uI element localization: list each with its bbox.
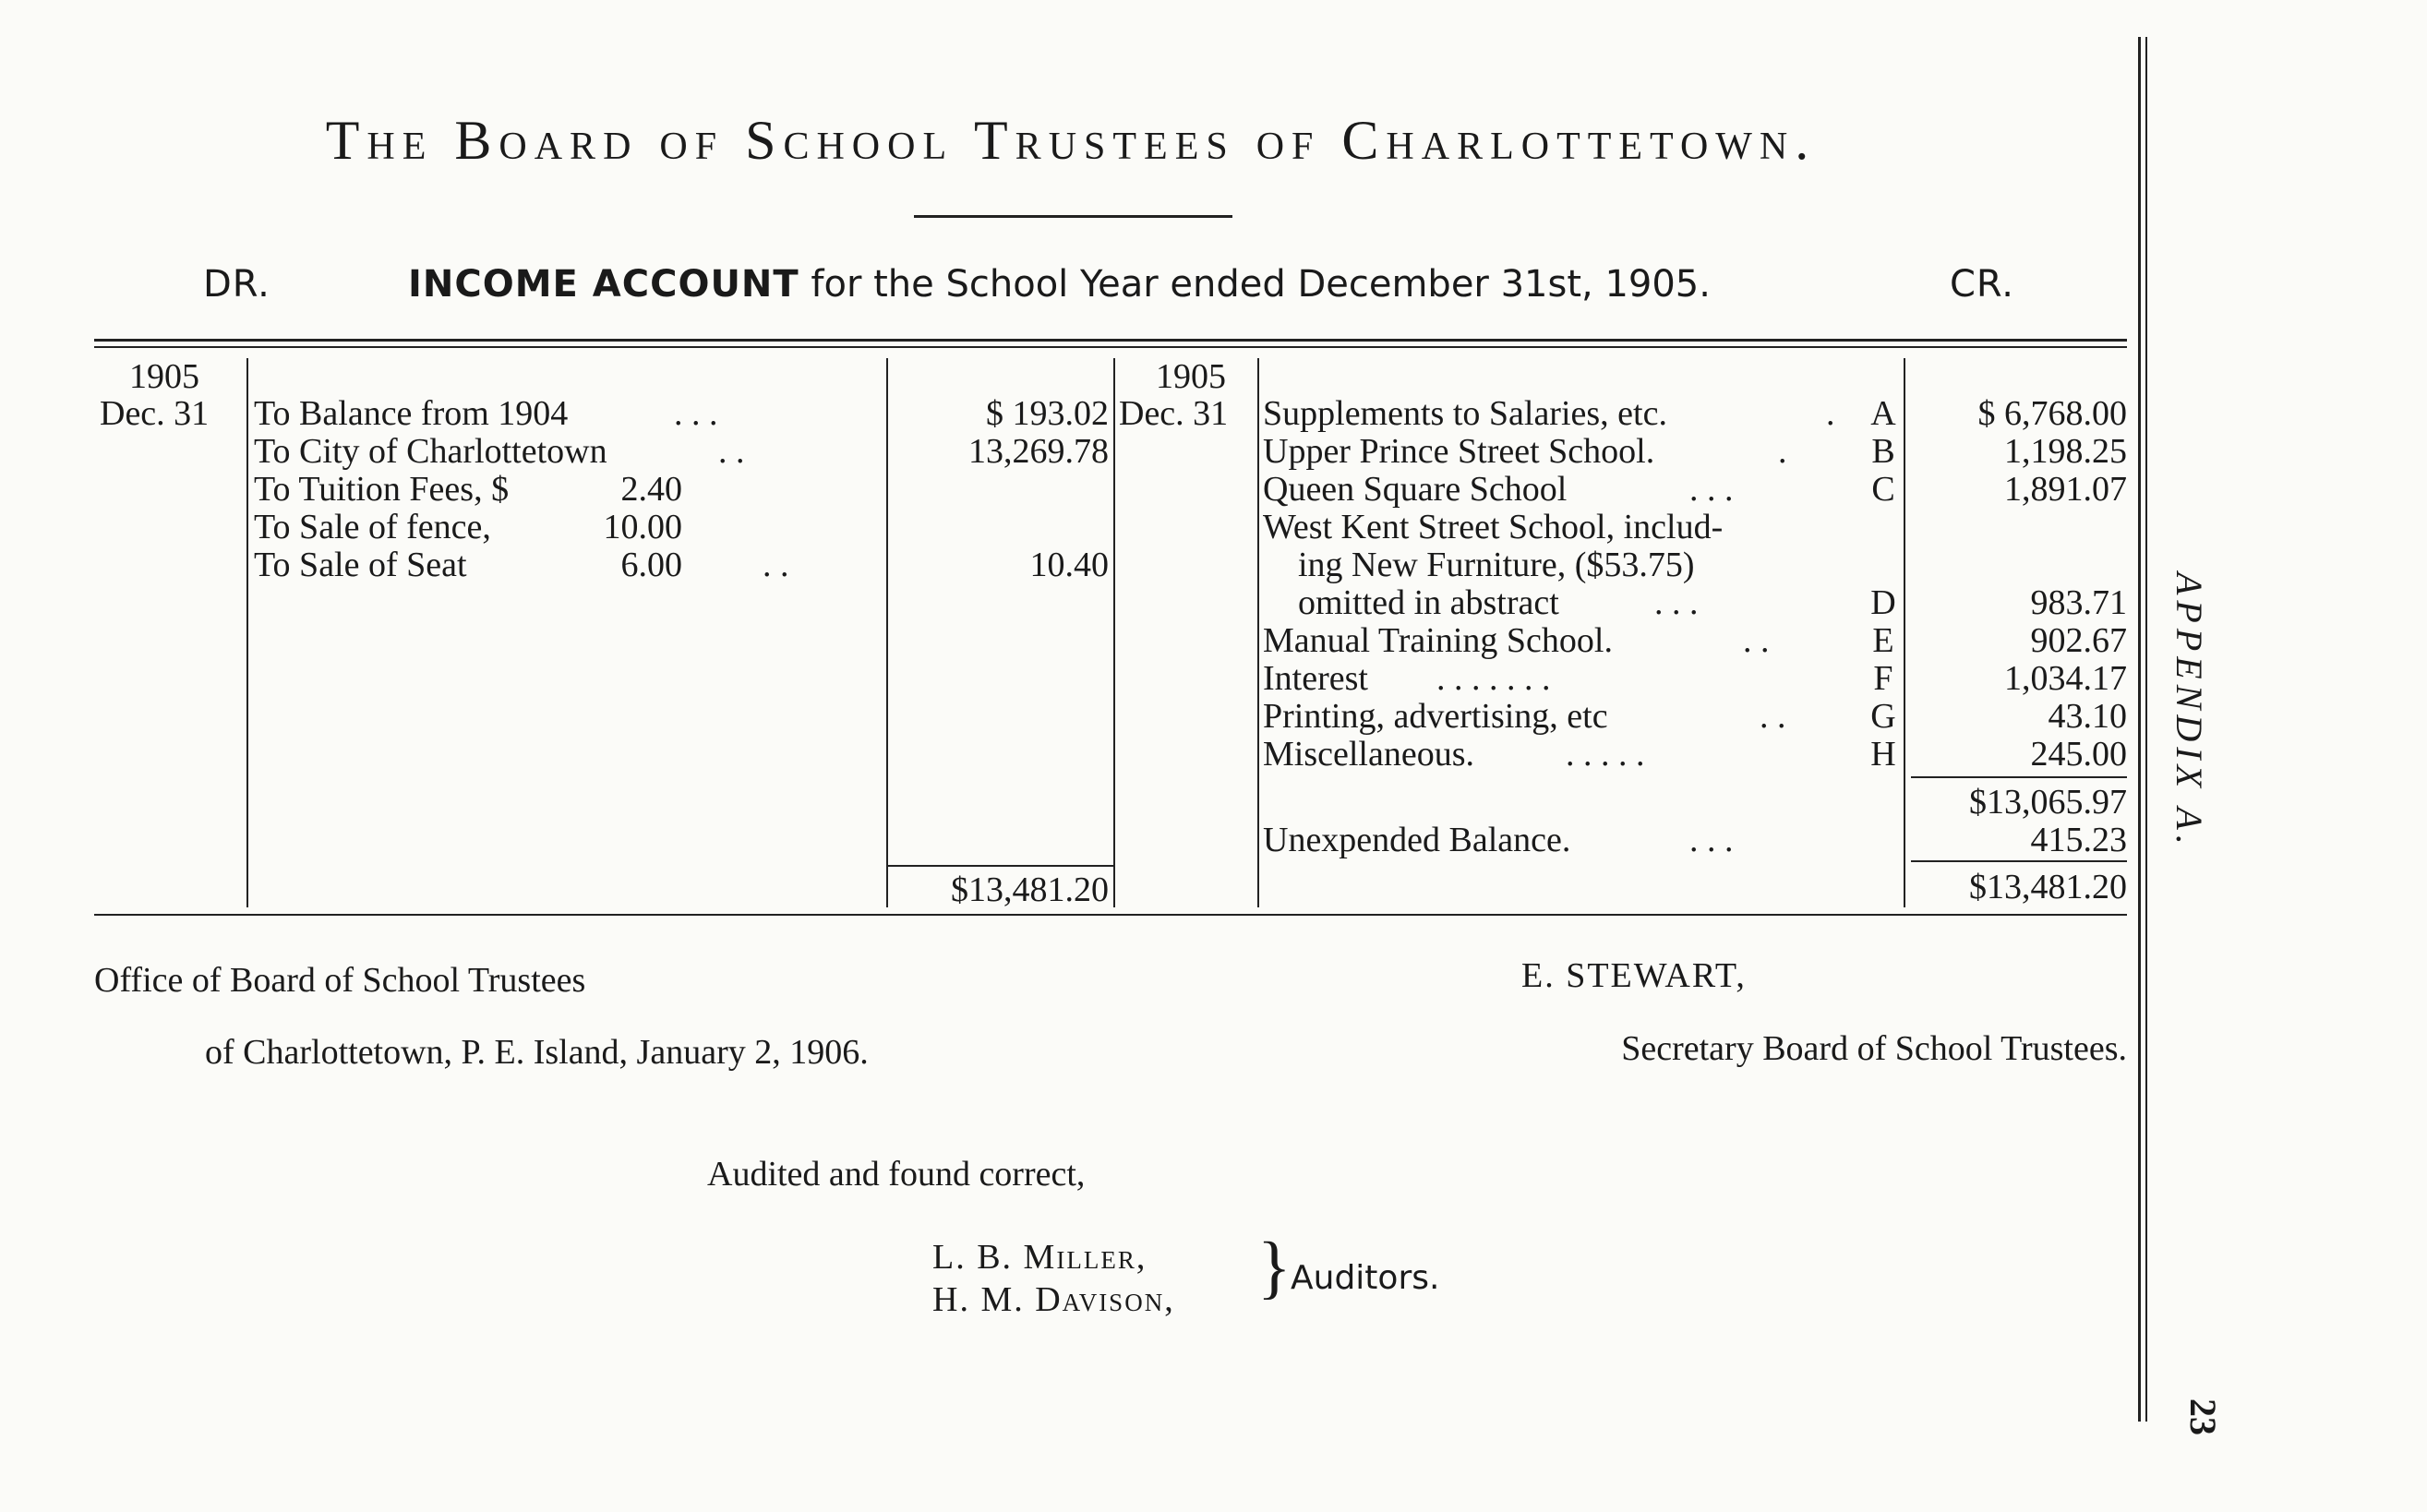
credit-row-amount: 245.00 [2030, 735, 2127, 774]
account-title: INCOME ACCOUNT [408, 263, 799, 306]
title-rule [914, 215, 1232, 218]
debit-row-amount: $ 193.02 [986, 394, 1109, 433]
debit-date-divider [246, 358, 248, 907]
credit-row-label: Miscellaneous. [1263, 735, 1475, 774]
credit-row-letter: B [1871, 432, 1895, 471]
audited-statement: Audited and found correct, [707, 1155, 1086, 1194]
credit-row-amount: 902.67 [2030, 621, 2127, 660]
credit-row-letter: A [1870, 394, 1896, 433]
credit-row-label: Supplements to Salaries, etc. [1263, 394, 1667, 433]
account-subtitle: for the School Year ended December 31st, 1905. [811, 263, 1711, 306]
credit-subtotal: $13,065.97 [1969, 783, 2127, 822]
debit-row-leaders: . . [763, 546, 789, 584]
credit-row-letter: D [1870, 583, 1896, 622]
credit-row-amount: 1,198.25 [2004, 432, 2127, 471]
credit-row-leaders: . . . . . [1566, 735, 1645, 774]
credit-row-leaders: . . [1743, 621, 1770, 660]
table-top-rule [94, 339, 2127, 342]
credit-row-letter: G [1870, 697, 1896, 736]
credit-row-leaders: . [1778, 432, 1787, 471]
credit-heading: CR. [1950, 263, 2015, 306]
document-title: The Board of School Trustees of Charlottetown. [325, 110, 1817, 171]
credit-row-amount: 1,891.07 [2004, 470, 2127, 509]
debit-row-amount: 13,269.78 [968, 432, 1109, 471]
credit-row-label: Interest [1263, 659, 1368, 698]
margin-rule-inner [2145, 37, 2147, 1422]
credit-date: Dec. 31 [1119, 394, 1229, 433]
credit-subtotal-rule [1911, 776, 2127, 778]
auditor-name-2: H. M. Davison, [932, 1280, 1175, 1319]
debit-total-rule [888, 865, 1113, 867]
debit-row-label: To Tuition Fees, $ [254, 470, 510, 509]
credit-row-amount: $ 6,768.00 [1977, 394, 2127, 433]
credit-row-leaders: . . . . . . . [1436, 659, 1551, 698]
unexpended-balance-amount: 415.23 [2030, 821, 2127, 859]
credit-amount-left-rule [1904, 358, 1905, 907]
debit-date: Dec. 31 [100, 394, 210, 433]
debit-amount-left-rule [886, 358, 888, 907]
debit-amount-right-rule [1113, 358, 1115, 907]
auditor-name-1: L. B. Miller, [932, 1238, 1147, 1277]
debit-row-leaders: . . . [674, 394, 718, 433]
margin-rule-outer [2138, 37, 2141, 1422]
account-heading [408, 263, 1711, 306]
credit-row-leaders: . . . [1654, 583, 1699, 622]
unexpended-balance-label: Unexpended Balance. [1263, 821, 1571, 859]
debit-heading: DR. [203, 263, 270, 306]
debit-row-label: To City of Charlottetown [254, 432, 607, 471]
debit-row-leaders: . . [718, 432, 745, 471]
debit-row-sub-amount: 2.40 [620, 470, 682, 509]
credit-row-leaders: . [1826, 394, 1835, 433]
credit-row-amount: 43.10 [2048, 697, 2127, 736]
credit-row-letter: H [1870, 735, 1896, 774]
signatory-name: E. STEWART, [1521, 956, 1747, 995]
credit-row-label: Upper Prince Street School. [1263, 432, 1655, 471]
credit-total-rule [1911, 860, 2127, 862]
credit-date-divider [1257, 358, 1259, 907]
credit-row-label: Manual Training School. [1263, 621, 1613, 660]
credit-row-label: omitted in abstract [1298, 583, 1559, 622]
debit-row-sub-amount: 6.00 [620, 546, 682, 584]
table-bottom-rule [94, 914, 2127, 916]
credit-row-leaders: . . [1760, 697, 1786, 736]
office-line-1: Office of Board of School Trustees [94, 961, 586, 1000]
page-number: 23 [2182, 1398, 2224, 1435]
office-line-2: of Charlottetown, P. E. Island, January 2, 1906. [205, 1033, 869, 1072]
credit-row-label: Printing, advertising, etc [1263, 697, 1608, 736]
credit-total: $13,481.20 [1969, 868, 2127, 906]
unexpended-balance-leaders: . . . [1689, 821, 1734, 859]
credit-row-amount: 1,034.17 [2004, 659, 2127, 698]
credit-row-label: Queen Square School [1263, 470, 1568, 509]
debit-row-amount: 10.40 [1029, 546, 1109, 584]
credit-row-letter: F [1873, 659, 1893, 698]
debit-row-label: To Sale of Seat [254, 546, 467, 584]
debit-row-sub-amount: 10.00 [603, 508, 682, 546]
credit-row-leaders: . . . [1689, 470, 1734, 509]
debit-year: 1905 [129, 357, 199, 396]
auditor-brace: } [1257, 1229, 1292, 1306]
appendix-label: APPENDIX A. [2169, 572, 2210, 850]
auditors-label: Auditors. [1291, 1259, 1440, 1297]
credit-row-letter: C [1871, 470, 1895, 509]
debit-row-label: To Balance from 1904 [254, 394, 569, 433]
debit-row-label: To Sale of fence, [254, 508, 491, 546]
credit-row-label: ing New Furniture, ($53.75) [1298, 546, 1695, 584]
credit-row-label: West Kent Street School, includ- [1263, 508, 1724, 546]
table-top-rule-inner [94, 346, 2127, 348]
credit-row-amount: 983.71 [2030, 583, 2127, 622]
signatory-title: Secretary Board of School Trustees. [1621, 1029, 2127, 1068]
debit-total: $13,481.20 [951, 870, 1109, 909]
credit-row-letter: E [1872, 621, 1894, 660]
credit-year: 1905 [1156, 357, 1226, 396]
